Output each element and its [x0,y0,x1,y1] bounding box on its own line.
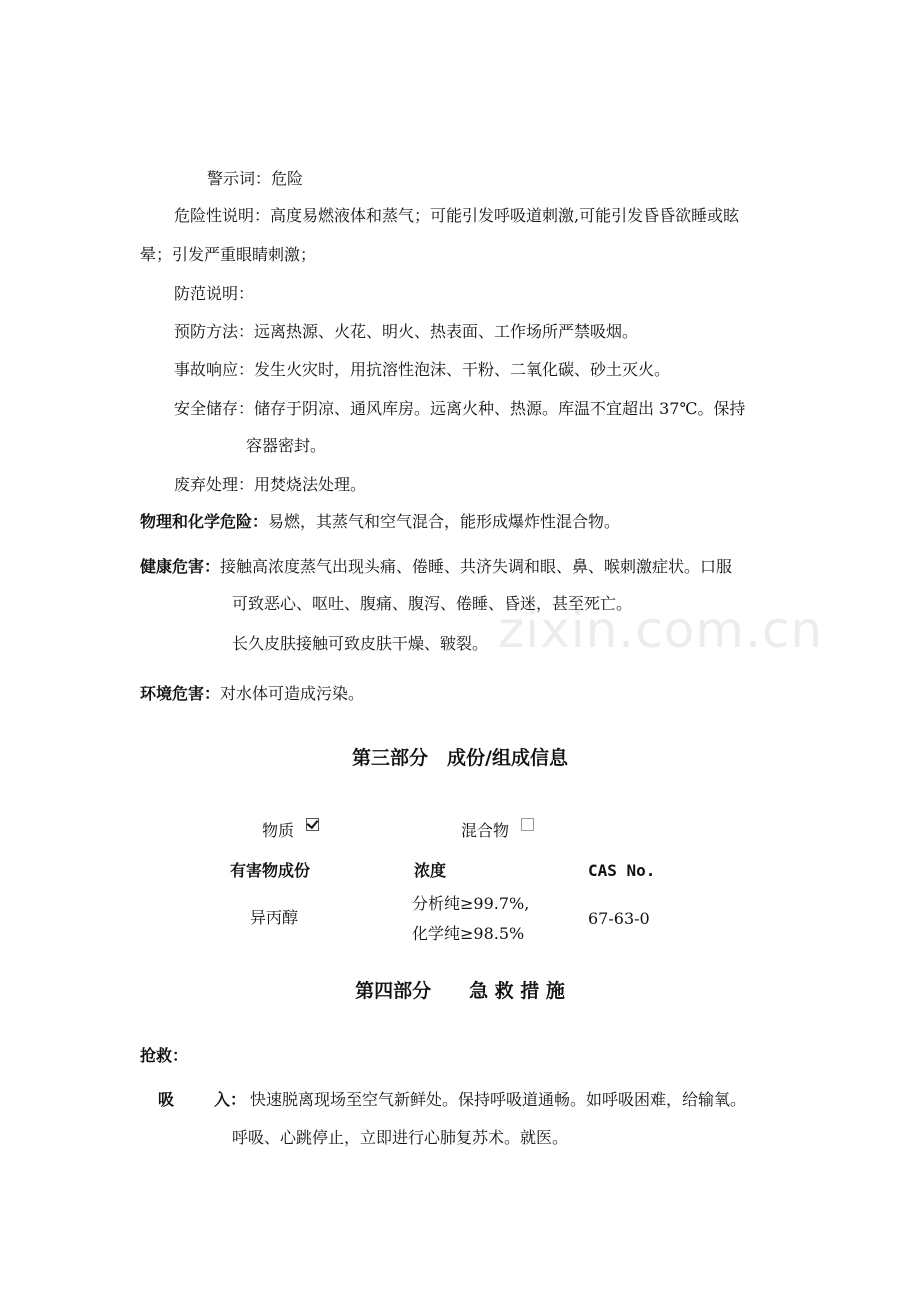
disposal-label: 废弃处理： [174,475,255,494]
signal-word: 警示词：危险 [207,169,304,188]
table-cell-cas: 67-63-0 [588,909,650,928]
mixture-checkbox[interactable] [521,818,534,831]
substance-label: 物质 [262,821,295,840]
storage-label: 安全储存： [174,399,255,418]
check-icon [307,817,319,829]
environment-hazard-line [140,683,364,705]
health-hazard-line1 [140,556,732,578]
response-text: 发生火灾时，用抗溶性泡沫、干粉、二氧化碳、砂土灭火。 [254,360,671,379]
watermark: zixin.com.cn [498,601,824,659]
storage-line1 [174,398,745,420]
inhalation-label-a: 吸 [158,1090,175,1109]
inhalation-line2: 呼吸、心跳停止，立即进行心肺复苏术。就医。 [232,1128,569,1147]
environment-hazard-label: 环境危害： [140,684,221,703]
physical-hazard-line [140,511,620,533]
section4-title: 第四部分 急 救 措 施 [355,980,565,1002]
response-label: 事故响应： [174,360,255,379]
hazard-statement-line2: 晕；引发严重眼睛刺激； [140,245,317,264]
health-hazard-line3: 长久皮肤接触可致皮肤干燥、皲裂。 [232,634,489,653]
health-hazard-label: 健康危害： [140,557,221,576]
table-cell-concentration-2: 化学纯≥98.5% [412,924,525,943]
hazard-statement-text: 高度易燃液体和蒸气；可能引发呼吸道刺激,可能引发昏昏欲睡或眩 [270,206,740,225]
table-cell-name: 异丙醇 [250,908,299,927]
section3-title: 第三部分 成份/组成信息 [352,747,568,769]
precaution-title: 防范说明： [174,284,255,303]
physical-hazard-text: 易燃，其蒸气和空气混合，能形成爆炸性混合物。 [268,512,621,531]
table-header-component: 有害物成份 [230,861,311,880]
inhalation-label-b: 入： [214,1090,247,1109]
prevention-label: 预防方法： [174,322,255,341]
disposal-line [174,474,366,496]
prevention-line [174,321,638,343]
table-header-concentration: 浓度 [414,861,447,880]
mixture-label: 混合物 [461,821,510,840]
table-header-cas: CAS No. [588,861,656,880]
storage-text: 储存于阴凉、通风库房。远离火种、热源。库温不宜超出 37℃。保持 [254,399,746,418]
disposal-text: 用焚烧法处理。 [254,475,367,494]
prevention-text: 远离热源、火花、明火、热表面、工作场所严禁吸烟。 [254,322,639,341]
table-cell-concentration-1: 分析纯≥99.7%, [412,894,530,913]
environment-hazard-text: 对水体可造成污染。 [220,684,365,703]
substance-checkbox[interactable] [306,818,319,831]
health-hazard-line2: 可致恶心、呕吐、腹痛、腹泻、倦睡、昏迷，甚至死亡。 [232,594,633,613]
rescue-label: 抢救： [140,1046,189,1065]
storage-line2: 容器密封。 [246,436,327,455]
hazard-statement-label: 危险性说明： [174,206,271,225]
inhalation-line1: 快速脱离现场至空气新鲜处。保持呼吸道通畅。如呼吸困难，给输氧。 [250,1090,747,1109]
response-line [174,359,670,381]
physical-hazard-label: 物理和化学危险： [140,512,269,531]
hazard-statement-line1 [174,205,739,227]
health-hazard-text: 接触高浓度蒸气出现头痛、倦睡、共济失调和眼、鼻、喉刺激症状。口服 [220,557,733,576]
